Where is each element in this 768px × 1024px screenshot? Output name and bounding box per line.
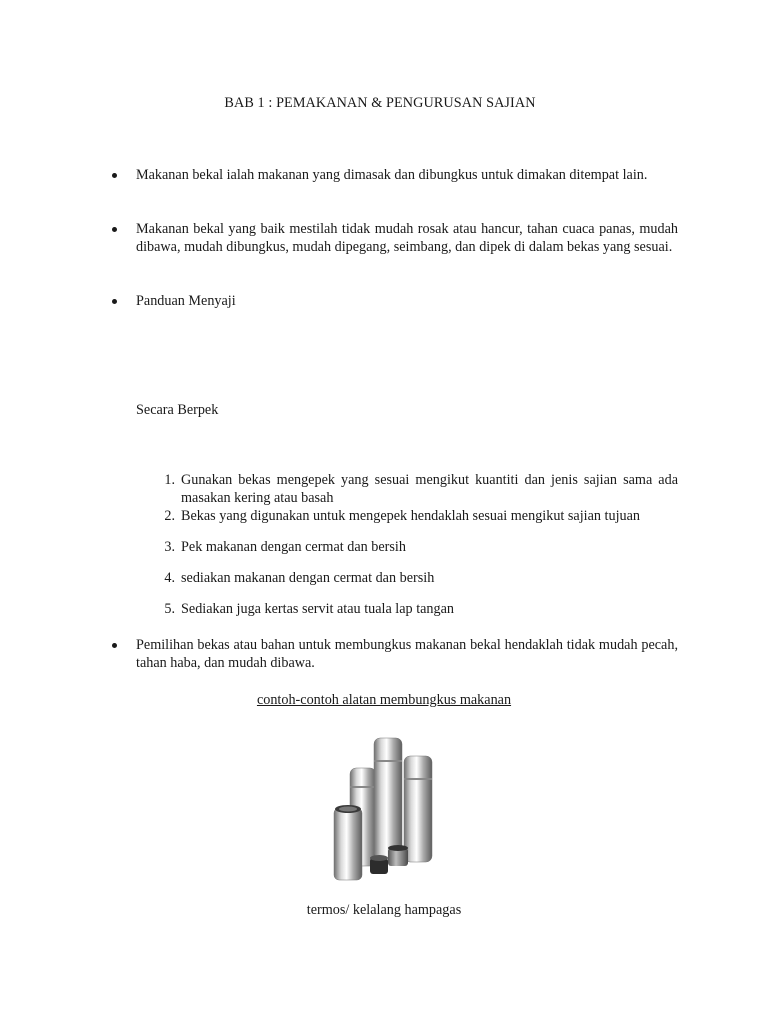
figure-caption: termos/ kelalang hampagas: [306, 902, 462, 918]
numbered-item: [155, 569, 678, 587]
item-number: 5.: [164, 601, 175, 617]
numbered-item: [155, 471, 678, 507]
item-text: Pek makanan dengan cermat dan bersih: [181, 539, 406, 555]
thermos-flasks-photo: [326, 730, 442, 884]
numbered-item: [155, 600, 678, 618]
bullet-text: Makanan bekal yang baik mestilah tidak mudah rosak atau hancur, tahan cuaca panas, mudah dibawa, mudah dibungkus, mudah dipegang, seimbang, dan dipek di dalam bekas yang sesuai.: [136, 221, 678, 255]
bullet-dot-icon: [112, 299, 117, 304]
bullet-item: [112, 636, 678, 672]
bullet-item: [112, 166, 678, 184]
bullet-item: [112, 220, 678, 256]
bullet-text: Makanan bekal ialah makanan yang dimasak dan dibungkus untuk dimakan ditempat lain.: [136, 167, 648, 183]
item-text: sediakan makanan dengan cermat dan bersih: [181, 570, 435, 586]
item-text: Gunakan bekas mengepek yang sesuai mengikut kuantiti dan jenis sajian sama ada masakan kering atau basah: [181, 472, 678, 506]
numbered-item: [155, 507, 678, 525]
bullet-text: Pemilihan bekas atau bahan untuk membungkus makanan bekal hendaklah tidak mudah pecah, tahan haba, dan mudah dibawa.: [136, 637, 678, 671]
item-text: Bekas yang digunakan untuk mengepek hendaklah sesuai mengikut sajian tujuan: [181, 508, 641, 524]
bullet-dot-icon: [112, 227, 117, 232]
examples-heading: contoh-contoh alatan membungkus makanan: [256, 692, 512, 708]
item-number: 4.: [164, 570, 175, 586]
bullet-dot-icon: [112, 643, 117, 648]
item-number: 1.: [164, 472, 175, 488]
item-number: 2.: [164, 508, 175, 524]
item-number: 3.: [164, 539, 175, 555]
bullet-dot-icon: [112, 173, 117, 178]
numbered-item: [155, 538, 678, 556]
item-text: Sediakan juga kertas servit atau tuala lap tangan: [181, 601, 455, 617]
page-title: BAB 1 : PEMAKANAN & PENGURUSAN SAJIAN: [224, 95, 536, 111]
bullet-item: [112, 292, 678, 310]
thermos-icon: [326, 730, 442, 884]
bullet-text: Panduan Menyaji: [136, 293, 236, 309]
subheading: Secara Berpek: [136, 402, 219, 418]
